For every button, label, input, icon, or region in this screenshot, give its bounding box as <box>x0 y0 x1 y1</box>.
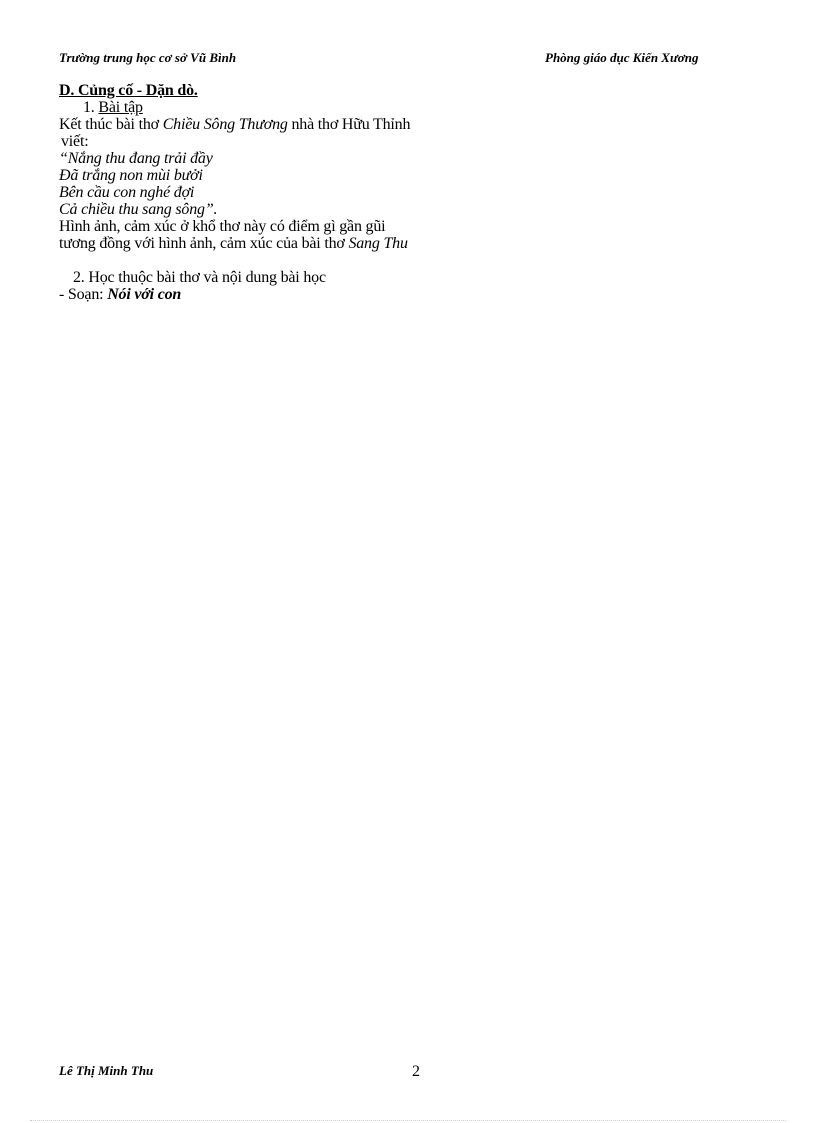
poem-line: “Nắng thu đang trải đầy <box>59 150 213 167</box>
list-number: 1. <box>83 99 95 116</box>
header-department-name: Phòng giáo dục Kiến Xương <box>545 50 699 65</box>
poem-title-chieu-song-thuong: Chiều Sông Thương <box>162 116 288 133</box>
list-label: Bài tập <box>98 99 143 116</box>
section-title: D. Củng cố - Dặn dò. <box>59 82 198 99</box>
list-item-exercise <box>59 99 579 116</box>
poem-line: Đã trắng non mùi bưởi <box>59 167 203 184</box>
question-line-2 <box>59 235 579 252</box>
page-bottom-divider <box>30 1120 786 1121</box>
poem-title-sang-thu: Sang Thu <box>348 235 408 252</box>
question-prefix: tương đồng với hình ảnh, cảm xúc của bài thơ <box>59 235 349 252</box>
header-school-name: Trường trung học cơ sở Vũ Bình <box>59 50 237 65</box>
exercise-intro-line-2: viết: <box>61 133 89 150</box>
poem-line: Bên cầu con nghé đợi <box>59 184 195 201</box>
intro-suffix: nhà thơ Hữu Thỉnh <box>287 116 411 133</box>
question-line: Hình ảnh, cảm xúc ở khổ thơ này có điểm gì gần gũi <box>59 218 386 235</box>
page-number: 2 <box>412 1063 420 1080</box>
intro-prefix: Kết thúc bài thơ <box>59 116 163 133</box>
prep-prefix: - Soạn: <box>59 286 108 303</box>
footer-author: Lê Thị Minh Thu <box>59 1063 154 1078</box>
list-item-memorize: 2. Học thuộc bài thơ và nội dung bài học <box>73 269 326 286</box>
prep-title: Nói với con <box>107 286 182 303</box>
document-body <box>59 82 579 303</box>
poem-line: Cả chiều thu sang sông”. <box>59 201 218 218</box>
prep-line <box>59 286 579 303</box>
exercise-intro-line <box>59 116 579 133</box>
